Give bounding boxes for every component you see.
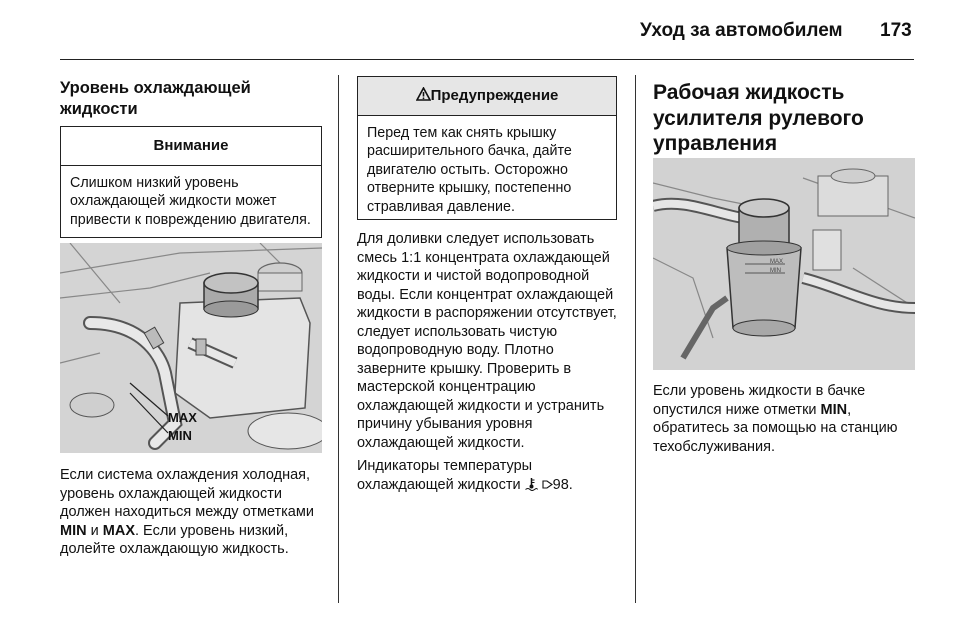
page-number: 173 bbox=[880, 20, 912, 41]
warning-triangle-icon bbox=[416, 87, 431, 101]
coolant-temperature-icon bbox=[525, 477, 538, 491]
steering-text-start: Если уровень жидкости в бачке опустился ниже отметки bbox=[653, 383, 866, 418]
steering-min-mark: MIN bbox=[820, 401, 848, 418]
steering-text-end: , обратитесь за помощью на станцию техобслуживания. bbox=[653, 401, 898, 455]
coolant-text-end: . Если уровень низкий, долейте охлаждающую жидкость. bbox=[60, 522, 289, 557]
coolant-text-start: Если система охлаждения холодная, уровень охлаждающей жидкости должен находиться между отметками bbox=[60, 467, 314, 520]
coolant-reservoir-illustration bbox=[60, 243, 322, 453]
reference-page[interactable]: 98. bbox=[552, 476, 573, 493]
figure2-min-label: MIN bbox=[770, 268, 781, 274]
figure1-max-label: MAX bbox=[168, 410, 197, 425]
conjunction-text: и bbox=[86, 522, 103, 539]
warning-heading-bar bbox=[358, 77, 616, 116]
column-divider-left bbox=[338, 75, 339, 603]
warning-text: Перед тем как снять крышку расширительного бачка, дайте двигателю остыть. Осторожно отверните крышку, постепенно стравливая давление. bbox=[367, 124, 572, 215]
power-steering-reservoir-illustration bbox=[653, 158, 915, 370]
power-steering-title: Рабочая жидкость усилителя рулевого управления bbox=[653, 81, 864, 155]
min-mark-text: MIN bbox=[60, 522, 87, 539]
coolant-level-paragraph bbox=[60, 466, 322, 559]
power-steering-paragraph bbox=[653, 382, 915, 456]
mixing-paragraph: Для доливки следует использовать смесь 1:1 концентрата охлаждающей жидкости и чистой водопроводной воды. Если концентрат охлаждающей жидкости в распоряжении отсутствует, следует использовать чистую водопроводную воду. Плотно заверните крышку. Проверить в мастерской концентрацию охлаждающей жидкости и устранить причину убывания уровня охлаждающей жидкости. bbox=[357, 231, 617, 451]
page-reference-icon bbox=[542, 479, 553, 490]
max-mark-text: MAX bbox=[102, 522, 135, 539]
notice-box bbox=[60, 126, 322, 238]
indicator-paragraph bbox=[357, 457, 617, 494]
column-2 bbox=[357, 76, 617, 494]
notice-heading: Внимание bbox=[61, 127, 321, 166]
figure1-min-label: MIN bbox=[168, 428, 192, 443]
warning-heading: Предупреждение bbox=[430, 87, 559, 104]
indicator-text: Индикаторы температуры охлаждающей жидкости bbox=[357, 458, 533, 493]
coolant-level-title: Уровень охлаждающей жидкости bbox=[60, 79, 251, 118]
header-rule bbox=[60, 59, 914, 60]
notice-text: Слишком низкий уровень охлаждающей жидкости может привести к повреждению двигателя. bbox=[70, 174, 311, 228]
column-1 bbox=[60, 78, 322, 238]
figure2-max-label: MAX bbox=[770, 259, 784, 265]
page-header-title: Уход за автомобилем bbox=[640, 20, 843, 41]
column-divider-right bbox=[635, 75, 636, 603]
column-3 bbox=[653, 80, 915, 157]
warning-box bbox=[357, 76, 617, 220]
